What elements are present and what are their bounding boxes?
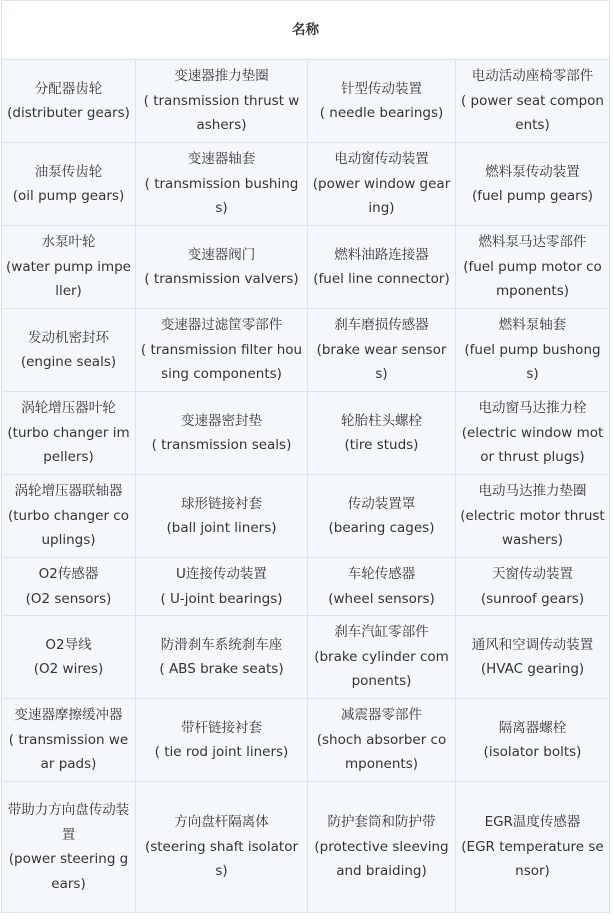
part-name-en: (shoch absorber components)	[316, 731, 447, 773]
table-cell	[136, 782, 308, 913]
table-cell	[2, 392, 136, 475]
part-name-en: ( power seat components)	[461, 92, 604, 134]
table-cell	[456, 699, 610, 782]
part-name-en: (power steering gears)	[8, 851, 129, 892]
table-cell	[136, 309, 308, 392]
table-cell	[2, 699, 136, 782]
table-cell	[136, 475, 308, 558]
part-name-zh: 水泵叶轮	[41, 234, 96, 251]
table-cell	[308, 309, 456, 392]
part-name-en: (bearing cages)	[328, 520, 435, 536]
part-name-en: ( tie rod joint liners)	[154, 744, 289, 760]
part-name-zh: O2导线	[45, 636, 92, 653]
table-cell	[308, 226, 456, 309]
part-name-zh: 变速器摩擦缓冲器	[14, 707, 123, 724]
part-name-en: (HVAC gearing)	[480, 661, 585, 677]
part-name-zh: 变速器轴套	[187, 151, 256, 168]
part-name-en: (sunroof gears)	[480, 590, 585, 607]
part-name-zh: 变速器密封垫	[181, 412, 262, 429]
table-cell	[308, 616, 456, 699]
part-name-zh: 刹车汽缸零部件	[334, 624, 429, 641]
part-name-zh: 刹车磨损传感器	[334, 317, 429, 334]
table-cell	[2, 475, 136, 558]
table-cell	[2, 143, 136, 226]
part-name-en: (O2 wires)	[33, 661, 104, 677]
part-name-zh: 带助力方向盘传动装置	[7, 802, 130, 843]
part-name-zh: 传动装置罩	[347, 495, 416, 512]
table-cell	[308, 60, 456, 143]
table-cell	[2, 309, 136, 392]
table-header: 名称	[2, 1, 610, 60]
table-cell	[456, 309, 610, 392]
part-name-en: (fuel line connector)	[313, 271, 450, 287]
part-name-en: (tire studs)	[344, 437, 419, 453]
part-name-en: (O2 sensors)	[25, 590, 112, 607]
part-name-en: (fuel pump bushongs)	[464, 341, 601, 383]
part-name-en: (turbo changer couplings)	[8, 507, 129, 549]
part-name-en: (protective sleeving and braiding)	[314, 838, 449, 880]
part-name-zh: 通风和空调传动装置	[471, 636, 594, 653]
table-cell	[456, 782, 610, 913]
table-cell	[136, 60, 308, 143]
table-cell	[308, 475, 456, 558]
part-name-zh: 球形链接衬套	[181, 495, 262, 512]
table-cell	[456, 475, 610, 558]
table-cell	[308, 782, 456, 913]
part-name-en: (brake wear sensors)	[316, 341, 447, 383]
part-name-zh: 燃料泵传动装置	[485, 163, 580, 180]
table-cell	[136, 392, 308, 475]
part-name-en: (fuel pump gears)	[471, 188, 594, 204]
part-name-en: ( transmission wear pads)	[8, 731, 129, 773]
table-cell	[456, 143, 610, 226]
part-name-en: (water pump impeller)	[6, 258, 131, 300]
table-cell	[2, 782, 136, 913]
table-row	[2, 392, 610, 475]
part-name-zh: 涡轮增压器联轴器	[14, 483, 123, 500]
table-cell	[136, 558, 308, 616]
part-name-en: (fuel pump motor components)	[463, 258, 602, 300]
part-name-zh: 隔离器螺栓	[498, 719, 567, 736]
table-cell	[456, 616, 610, 699]
table-body	[2, 60, 610, 913]
table-row	[2, 782, 610, 913]
part-name-en: ( transmission filter housing components)	[140, 341, 303, 383]
part-name-en: (turbo changer impellers)	[7, 424, 130, 466]
table-cell	[308, 699, 456, 782]
table-cell	[2, 226, 136, 309]
part-name-zh: 变速器过滤筐零部件	[160, 317, 283, 334]
table-cell	[136, 616, 308, 699]
part-name-zh: 车轮传感器	[347, 566, 416, 582]
table-cell	[308, 392, 456, 475]
part-name-zh: 燃料泵马达零部件	[478, 234, 587, 251]
part-name-en: ( U-joint bearings)	[160, 590, 283, 607]
part-name-en: (isolator bolts)	[483, 744, 582, 760]
part-name-en: ( needle bearings)	[319, 105, 444, 121]
table-cell	[456, 558, 610, 616]
part-name-zh: 天窗传动装置	[492, 566, 573, 582]
part-name-en: ( transmission seals)	[151, 437, 292, 453]
part-name-zh: 方向盘杆隔离体	[174, 814, 269, 831]
part-name-zh: 电动马达推力垫圈	[478, 483, 587, 500]
table-row	[2, 475, 610, 558]
table-cell	[456, 226, 610, 309]
part-name-zh: 电动窗马达推力栓	[478, 400, 587, 417]
part-name-en: (brake cylinder components)	[314, 648, 449, 690]
table-cell	[2, 60, 136, 143]
part-name-en: ( transmission bushings)	[144, 175, 299, 217]
part-name-en: (power window gearing)	[312, 175, 451, 217]
table-cell	[308, 143, 456, 226]
part-name-zh: U连接传动装置	[176, 566, 267, 582]
table-cell	[456, 60, 610, 143]
table-cell	[2, 616, 136, 699]
part-name-zh: 针型传动装置	[341, 80, 422, 97]
part-name-en: (electric motor thrust washers)	[460, 507, 605, 549]
part-name-zh: 防护套筒和防护带	[327, 814, 436, 831]
part-name-zh: EGR温度传感器	[484, 814, 581, 831]
part-name-zh: 防滑刹车系统刹车座	[160, 636, 283, 653]
part-name-en: (oil pump gears)	[12, 188, 125, 204]
part-name-en: ( ABS brake seats)	[159, 661, 284, 677]
table-row	[2, 60, 610, 143]
parts-table	[1, 0, 610, 913]
table-cell	[456, 392, 610, 475]
part-name-zh: 电动活动座椅零部件	[471, 68, 594, 85]
table-row	[2, 616, 610, 699]
table-cell	[136, 143, 308, 226]
part-name-en: (EGR temperature sensor)	[461, 838, 604, 880]
table-cell	[308, 558, 456, 616]
table-cell	[136, 699, 308, 782]
part-name-zh: 变速器阀门	[187, 246, 256, 263]
part-name-en: (electric window motor thrust plugs)	[461, 424, 604, 466]
part-name-zh: 轮胎柱头螺栓	[341, 412, 422, 429]
part-name-en: ( transmission thrust washers)	[143, 92, 300, 134]
part-name-en: (wheel sensors)	[328, 590, 435, 607]
table-row	[2, 558, 610, 616]
table-row	[2, 699, 610, 782]
part-name-zh: 带杆链接衬套	[181, 719, 262, 736]
part-name-zh: 分配器齿轮	[34, 80, 103, 97]
part-name-en: (distributer gears)	[7, 105, 130, 121]
part-name-zh: 变速器推力垫圈	[174, 68, 269, 85]
part-name-en: ( transmission valvers)	[144, 271, 299, 287]
part-name-zh: 电动窗传动装置	[334, 151, 429, 168]
table-row	[2, 309, 610, 392]
part-name-zh: 减震器零部件	[341, 707, 422, 724]
part-name-en: (engine seals)	[20, 354, 117, 370]
table-header-row	[2, 1, 610, 60]
table-row	[2, 143, 610, 226]
part-name-zh: 发动机密封环	[28, 329, 109, 346]
table-cell	[2, 558, 136, 616]
part-name-zh: 油泵传齿轮	[34, 163, 103, 180]
table-row	[2, 226, 610, 309]
part-name-en: (ball joint liners)	[166, 520, 277, 536]
part-name-zh: 燃料泵轴套	[498, 317, 567, 334]
part-name-zh: 燃料油路连接器	[334, 246, 429, 263]
table-cell	[136, 226, 308, 309]
part-name-en: (steering shaft isolators)	[144, 838, 299, 880]
part-name-zh: 涡轮增压器叶轮	[21, 400, 116, 417]
part-name-zh: O2传感器	[38, 566, 99, 582]
